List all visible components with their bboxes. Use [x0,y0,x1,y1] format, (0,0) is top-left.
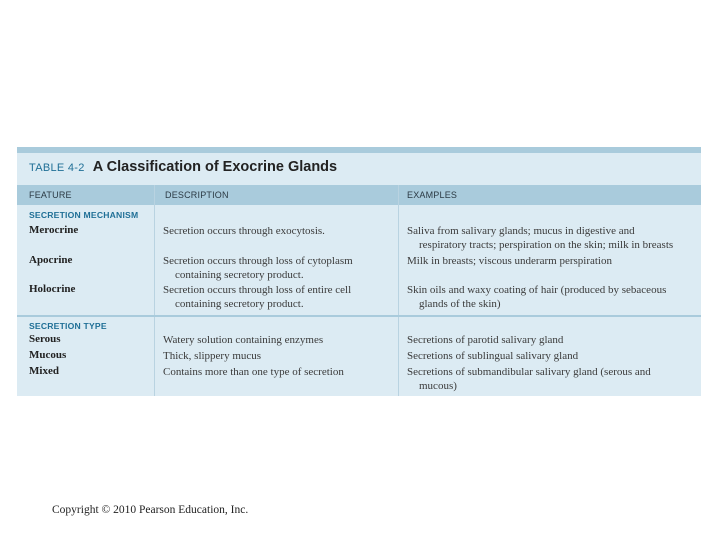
description-line: Secretion occurs through loss of cytoplasm [163,255,353,267]
section-heading: SECRETION TYPE [29,321,107,331]
header-examples: EXAMPLES [407,190,458,200]
examples-cell [407,333,563,347]
section-heading: SECRETION MECHANISM [29,210,139,220]
description-cell [163,283,351,311]
examples-cell [407,283,666,311]
examples-line: Secretions of sublingual salivary gland [407,350,579,362]
examples-cell [407,224,673,252]
description-cell [163,254,353,282]
examples-line: mucous) [419,380,457,392]
examples-cell [407,349,578,363]
description-cell [163,333,323,347]
feature-name: Merocrine [29,224,79,236]
column-divider [154,185,155,396]
description-line: Thick, slippery mucus [163,350,262,362]
examples-line: Skin oils and waxy coating of hair (produced by sebaceous [407,284,667,296]
table-top-rule [17,147,701,153]
description-cell [163,349,261,363]
table-header-row [17,185,701,205]
examples-line: Saliva from salivary glands; mucus in digestive and [407,225,635,237]
feature-name: Serous [29,333,61,345]
feature-name: Mucous [29,349,67,361]
feature-name: Mixed [29,365,59,377]
examples-cell [407,254,612,268]
section-divider [17,315,701,317]
header-feature: FEATURE [29,190,72,200]
description-cell [163,224,325,238]
description-line: Contains more than one type of secretion [163,366,344,378]
examples-line: respiratory tracts; perspiration on the skin; milk in breasts [419,239,674,251]
exocrine-glands-table [17,147,701,396]
examples-line: Milk in breasts; viscous underarm perspiration [407,255,612,267]
description-line: Watery solution containing enzymes [163,334,324,346]
examples-cell [407,365,651,393]
description-line: Secretion occurs through loss of entire cell [163,284,352,296]
description-cell [163,365,344,379]
examples-line: Secretions of submandibular salivary gland (serous and [407,366,651,378]
examples-line: Secretions of parotid salivary gland [407,334,564,346]
feature-name: Apocrine [29,254,73,266]
copyright-text: Copyright © 2010 Pearson Education, Inc. [52,504,249,516]
description-line: containing secretory product. [175,269,304,281]
table-number: TABLE 4-2 [29,162,85,174]
column-divider [398,185,399,396]
feature-name: Holocrine [29,283,76,295]
description-line: containing secretory product. [175,298,304,310]
table-title-row [29,159,337,185]
table-title: A Classification of Exocrine Glands [92,159,338,175]
examples-line: glands of the skin) [419,298,501,310]
header-description: DESCRIPTION [165,190,229,200]
description-line: Secretion occurs through exocytosis. [163,225,325,237]
